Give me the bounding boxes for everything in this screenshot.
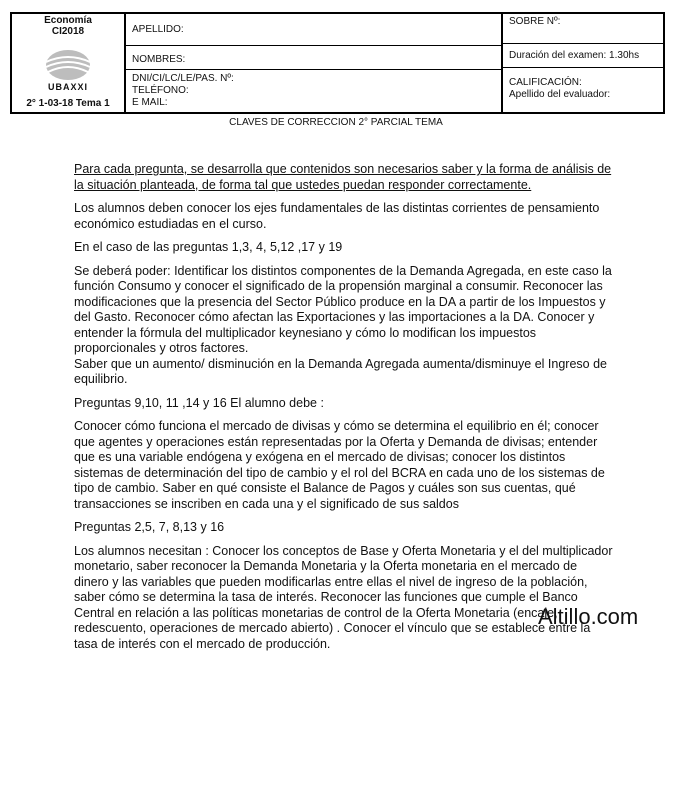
heading-1: En el caso de las preguntas 1,3, 4, 5,12 ,17 y 19 [74, 240, 343, 254]
watermark: Altillo.com [538, 604, 639, 629]
paragraph-3: Conocer cómo funciona el mercado de divisas y cómo se determina el equilibrio en él; conocer que agentes y operaciones están representadas por la Oferta y Demanda de divisas; entender que es una variable endógena y exógena en el mercado de divisas; conocer los distintos sistemas de determinación del tipo de cambio y el rol del BCRA en cada uno de los sistemas de tipo de cambio. Saber en qué consiste el Balance de Pagos y cuáles son sus cuentas, qué transacciones se inscriben en cada una y el significado de sus saldos [74, 419, 605, 511]
apellido-field: APELLIDO: [126, 14, 501, 46]
exam-header [10, 12, 665, 114]
heading-3: Preguntas 2,5, 7, 8,13 y 16 [74, 520, 225, 534]
school-name: UBAXXI [47, 82, 88, 92]
sobre-field: SOBRE Nº: [503, 14, 663, 44]
nombres-field: NOMBRES: [126, 46, 501, 70]
email-field: E MAIL: [132, 97, 168, 108]
paragraph-4: Los alumnos necesitan : Conocer los conceptos de Base y Oferta Monetaria y el del multiplicador monetario, saber reconocer la Demanda Monetaria y la Oferta monetaria en el mercado de dinero y las variables que pueden modificarlas entre ellas el nivel de ingreso de la población, saber cómo se determina la tasa de interés. Reconocer las funciones que cumple el Banco Central en relación a las políticas monetarias de control de la Oferta Monetaria (encaje, redescuento, operaciones de mercado abierto) . Conocer el vínculo que se establece entre la tasa de interés con el mercado de producción. [74, 543, 613, 651]
uba-logo-icon [38, 48, 98, 82]
document-subtitle: CLAVES DE CORRECCION 2° PARCIAL TEMA [229, 117, 443, 128]
course-name: Economía [44, 15, 92, 26]
paragraph-1: Los alumnos deben conocer los ejes fundamentales de las distintas corrientes de pensamiento económico estudiadas en el curso. [74, 201, 600, 231]
course-box [12, 14, 126, 112]
paragraph-2: Se deberá poder: Identificar los distintos componentes de la Demanda Agregada, en este caso la función Consumo y conocer el significado de la propensión marginal a consumir. Reconocer las modificaciones que la presencia del Sector Público produce en la DA a partir de los Impuestos y del Gasto. Reconocer cómo afectan las Exportaciones y las importaciones a la DA. Conocer y entender la fórmula del multiplicador keynesiano y cómo lo modifican los impuestos proporcionales y otros factores. [74, 263, 612, 355]
calificacion-label: CALIFICACIÓN: [509, 77, 582, 88]
grading-box [503, 14, 663, 112]
heading-2: Preguntas 9,10, 11 ,14 y 16 El alumno debe : [74, 395, 324, 410]
calificacion-fields [503, 68, 663, 112]
duracion-field: Duración del examen: 1.30hs [503, 44, 663, 68]
course-code: CI2018 [51, 26, 85, 37]
student-box [126, 14, 503, 112]
exam-id: 2° 1-03-18 Tema 1 [26, 98, 110, 109]
document-body [74, 162, 614, 660]
evaluador-label: Apellido del evaluador: [509, 89, 611, 100]
telefono-field: TELÉFONO: [132, 85, 189, 96]
contact-fields [126, 70, 501, 112]
intro-paragraph: Para cada pregunta, se desarrolla que contenidos son necesarios saber y la forma de análisis de la situación planteada, de forma tal que ustedes puedan responder correctamente. [74, 162, 612, 192]
dni-field: DNI/CI/LC/LE/PAS. Nº: [132, 73, 234, 84]
paragraph-2b: Saber que un aumento/ disminución en la Demanda Agregada aumenta/disminuye el Ingreso de equilibrio. [74, 356, 607, 386]
